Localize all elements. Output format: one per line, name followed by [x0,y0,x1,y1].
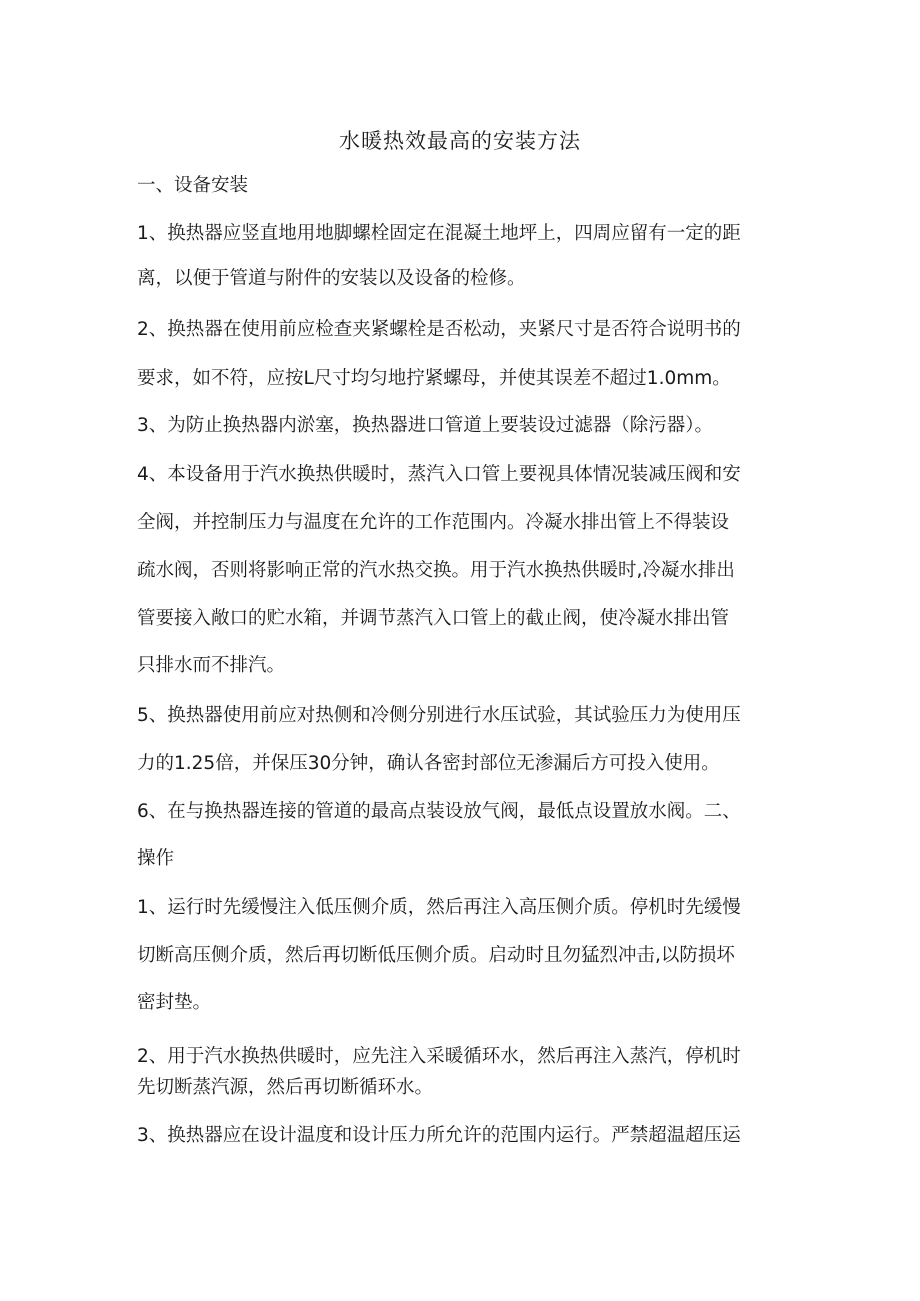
operate-item-3-line-1: 3、换热器应在设计温度和设计压力所允许的范围内运行。严禁超温超压运 [137,1125,741,1146]
install-item-4-line-3: 疏水阀，否则将影响正常的汽水热交换。用于汽水换热供暖时,冷凝水排出 [137,560,735,581]
install-item-6-line-1: 6、在与换热器连接的管道的最高点装设放气阀，最低点设置放水阀。二、 [137,801,741,822]
install-item-5-line-2: 力的1.25倍，并保压30分钟，确认各密封部位无渗漏后方可投入使用。 [137,753,720,774]
operate-item-2-line-1: 2、用于汽水换热供暖时，应先注入采暖循环水，然后再注入蒸汽，停机时 [137,1046,741,1067]
install-item-2-line-1: 2、换热器在使用前应检查夹紧螺栓是否松动，夹紧尺寸是否符合说明书的 [137,319,741,340]
install-item-2-line-2: 要求，如不符，应按L尺寸均匀地拧紧螺母，并使其误差不超过1.0mm。 [137,368,731,389]
operate-item-1-line-3: 密封垫。 [137,992,212,1013]
install-item-4-line-2: 全阀，并控制压力与温度在允许的工作范围内。冷凝水排出管上不得装设 [137,512,730,533]
operate-item-1-line-2: 切断高压侧介质，然后再切断低压侧介质。启动时且勿猛烈冲击,以防损坏 [137,945,735,966]
install-item-1-line-1: 1、换热器应竖直地用地脚螺栓固定在混凝土地坪上，四周应留有一定的距 [137,223,741,244]
install-item-5-line-1: 5、换热器使用前应对热侧和冷侧分别进行水压试验，其试验压力为使用压 [137,705,741,726]
operate-item-1-line-1: 1、运行时先缓慢注入低压侧介质，然后再注入高压侧介质。停机时先缓慢 [137,897,741,918]
install-item-1-line-2: 离，以便于管道与附件的安装以及设备的检修。 [137,268,526,289]
install-item-4-line-4: 管要接入敞口的贮水箱，并调节蒸汽入口管上的截止阀，使冷凝水排出管 [137,608,730,629]
section-heading-operation: 操作 [137,848,175,869]
install-item-4-line-5: 只排水而不排汽。 [137,655,286,676]
operate-item-2-line-2: 先切断蒸汽源，然后再切断循环水。 [137,1077,434,1098]
document-title: 水暖热效最高的安装方法 [339,129,581,153]
install-item-3-line-1: 3、为防止换热器内淤塞，换热器进口管道上要装设过滤器（除污器）。 [137,415,714,436]
section-heading-equipment-install: 一、设备安装 [137,175,249,196]
install-item-4-line-1: 4、本设备用于汽水换热供暖时，蒸汽入口管上要视具体情况装减压阀和安 [137,464,741,485]
